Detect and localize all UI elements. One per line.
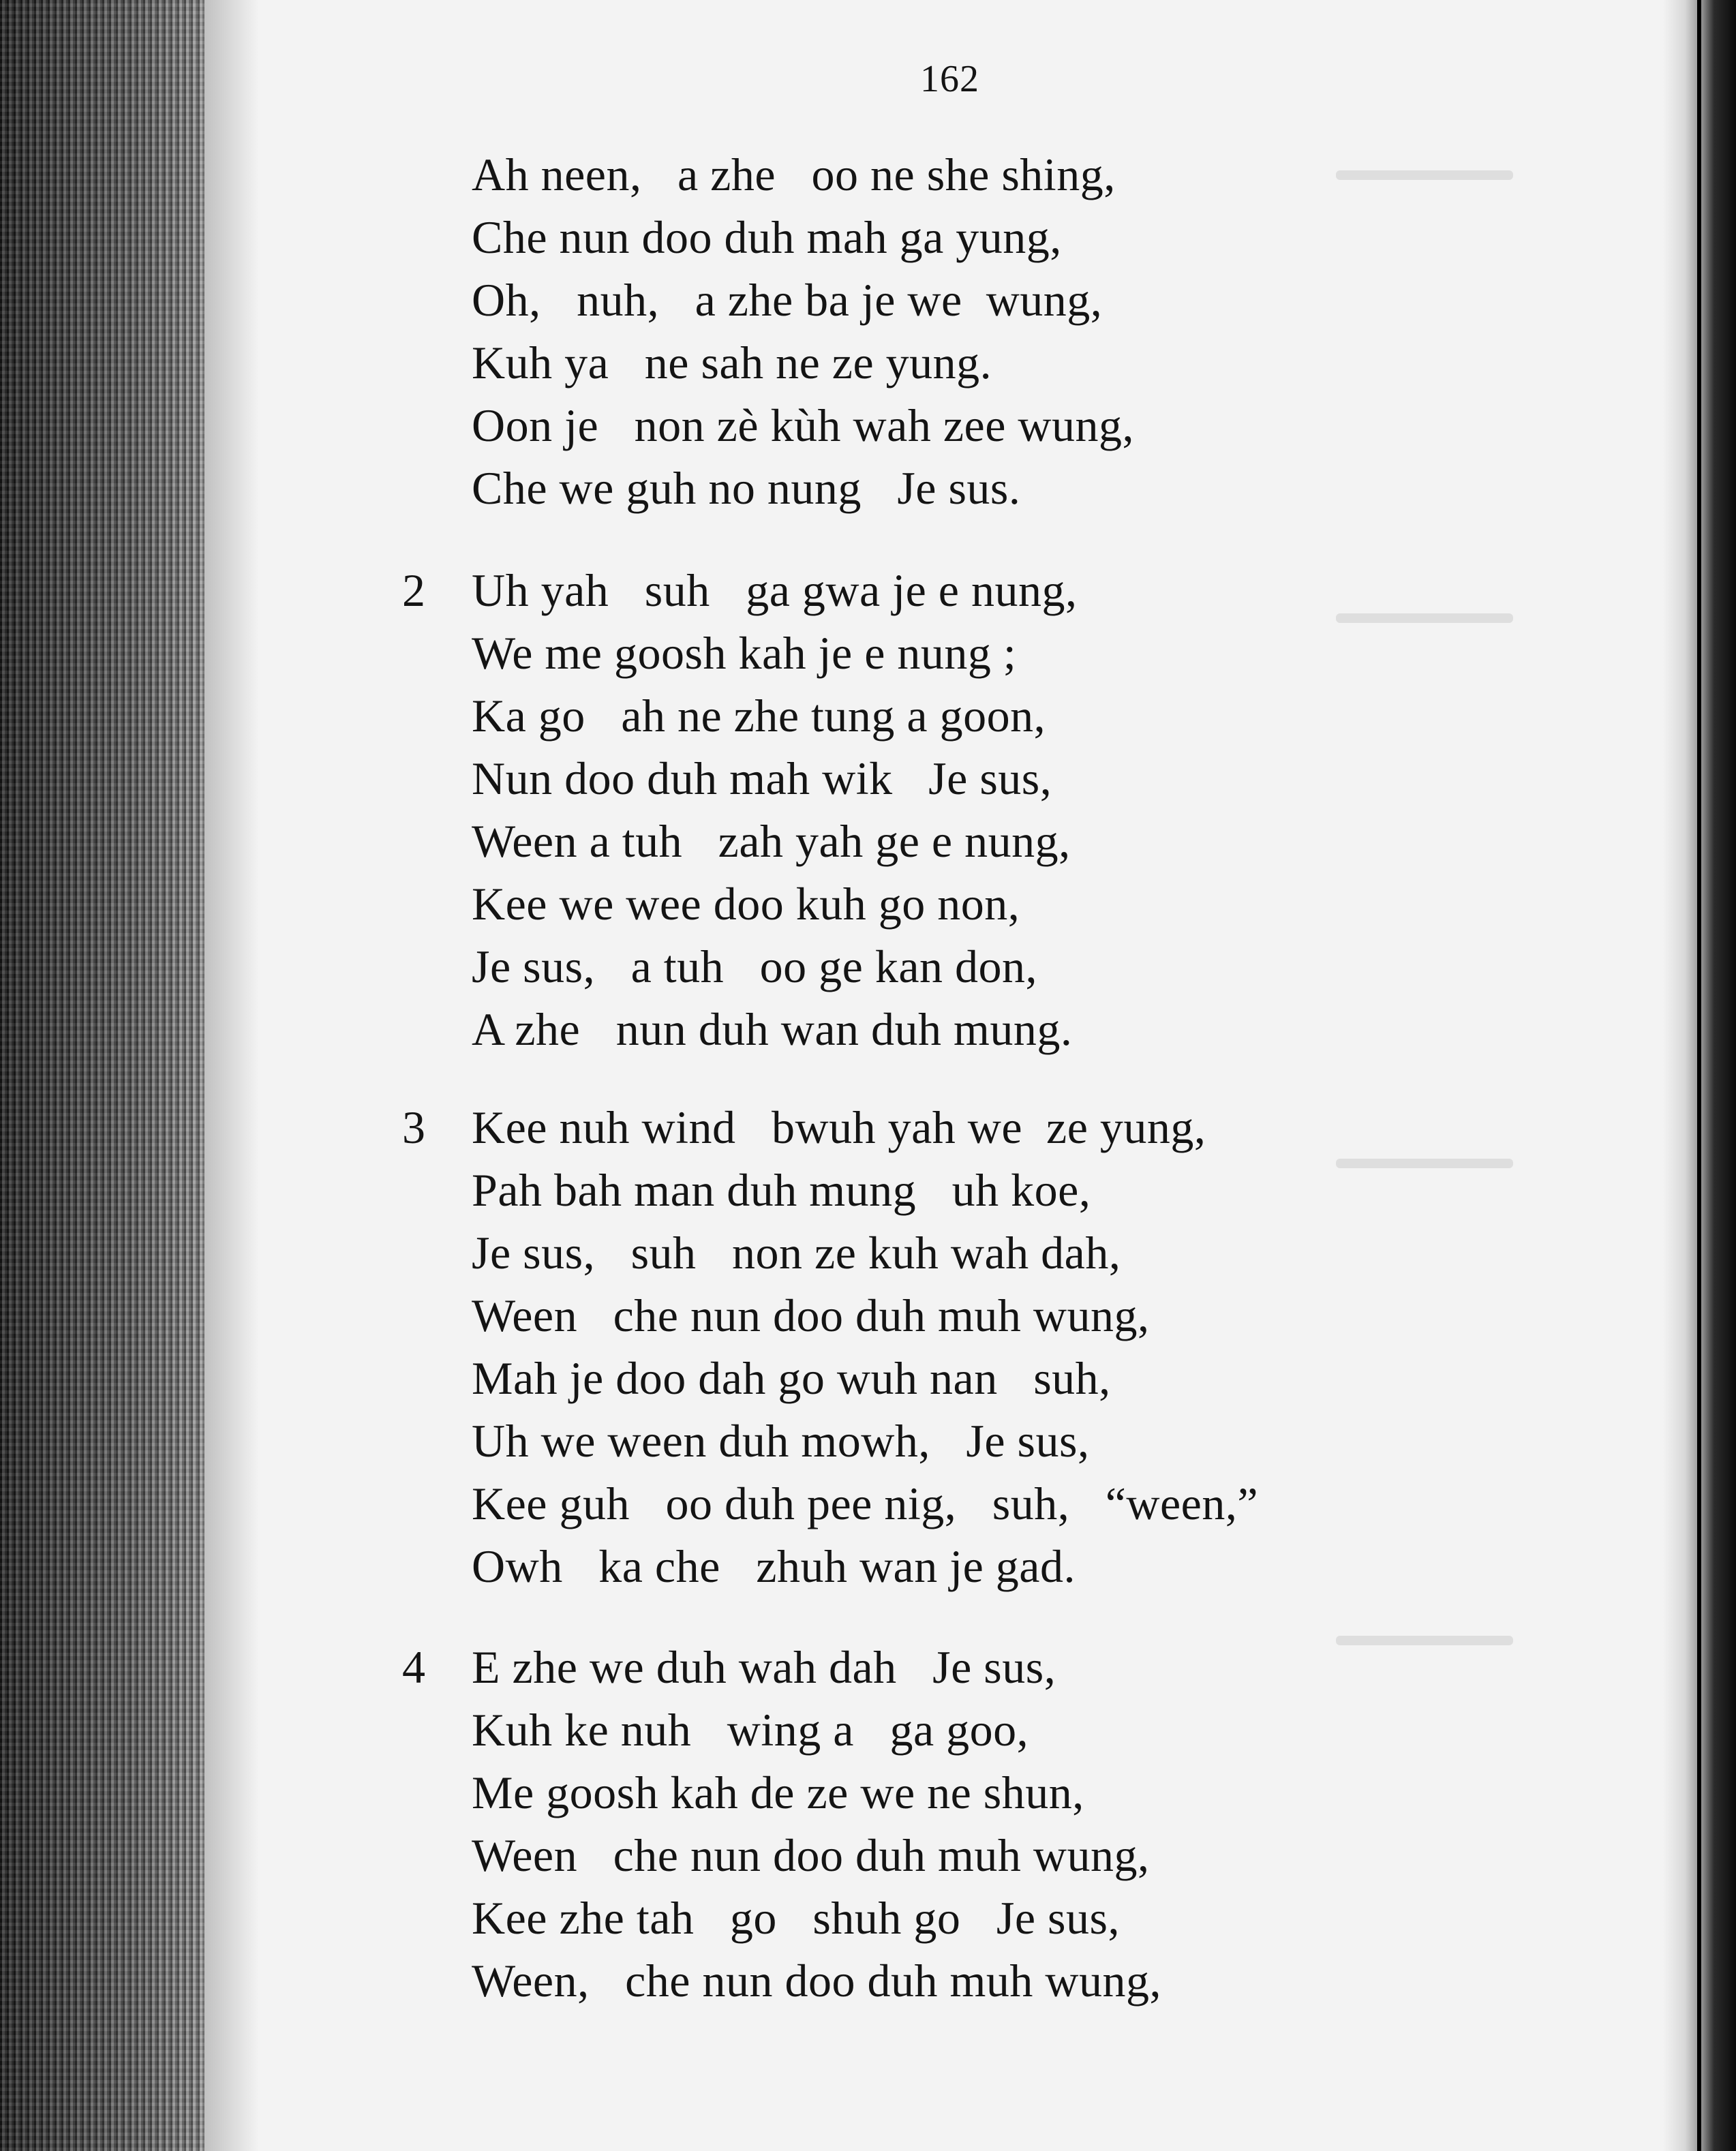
verse-line: Mah je doo dah go wuh nan suh, [472, 1352, 1111, 1404]
verse-line: Kuh ya ne sah ne ze yung. [472, 337, 992, 388]
verse-line: Pah bah man duh mung uh koe, [472, 1164, 1091, 1216]
verse-line: Ween, che nun doo duh muh wung, [472, 1955, 1161, 2007]
bleed-through-mark [1336, 613, 1513, 623]
stanza-number: 4 [402, 1641, 425, 1693]
page-number: 162 [920, 58, 979, 100]
bleed-through-mark [1336, 170, 1513, 180]
verse-line: Owh ka che zhuh wan je gad. [472, 1540, 1076, 1592]
verse-line: Ween che nun doo duh muh wung, [472, 1290, 1150, 1341]
verse-line: Kuh ke nuh wing a ga goo, [472, 1704, 1029, 1756]
verse-line: Ween a tuh zah yah ge e nung, [472, 815, 1071, 867]
bleed-through-mark [1336, 1159, 1513, 1168]
verse-line: We me goosh kah je e nung ; [472, 627, 1017, 679]
gutter-shade [204, 0, 259, 2151]
right-border-line [1697, 0, 1701, 2151]
verse-line: Oh, nuh, a zhe ba je we wung, [472, 274, 1103, 326]
verse-line: E zhe we duh wah dah Je sus, [472, 1641, 1056, 1693]
verse-line: Nun doo duh mah wik Je sus, [472, 752, 1052, 804]
verse-line: Je sus, a tuh oo ge kan don, [472, 941, 1038, 992]
verse-line: Kee zhe tah go shuh go Je sus, [472, 1892, 1120, 1944]
verse-line: Che nun doo duh mah ga yung, [472, 211, 1062, 263]
stanza-number: 3 [402, 1101, 425, 1153]
verse-line: Kee guh oo duh pee nig, suh, “ween,” [472, 1478, 1259, 1529]
verse-line: A zhe nun duh wan duh mung. [472, 1003, 1073, 1055]
verse-line: Kee we wee doo kuh go non, [472, 878, 1020, 930]
left-page-edges [0, 0, 204, 2151]
verse-line: Che we guh no nung Je sus. [472, 462, 1021, 514]
verse-line: Je sus, suh non ze kuh wah dah, [472, 1227, 1121, 1279]
verse-line: Uh yah suh ga gwa je e nung, [472, 564, 1078, 616]
verse-line: Me goosh kah de ze we ne shun, [472, 1767, 1084, 1818]
verse-line: Uh we ween duh mowh, Je sus, [472, 1415, 1090, 1467]
stanza-number: 2 [402, 564, 425, 616]
verse-line: Ween che nun doo duh muh wung, [472, 1829, 1150, 1881]
bleed-through-mark [1336, 1636, 1513, 1645]
verse-line: Oon je non zè kùh wah zee wung, [472, 399, 1134, 451]
verse-line: Ka go ah ne zhe tung a goon, [472, 690, 1046, 742]
verse-line: Ah neen, a zhe oo ne she shing, [472, 149, 1116, 200]
verse-line: Kee nuh wind bwuh yah we ze yung, [472, 1101, 1206, 1153]
